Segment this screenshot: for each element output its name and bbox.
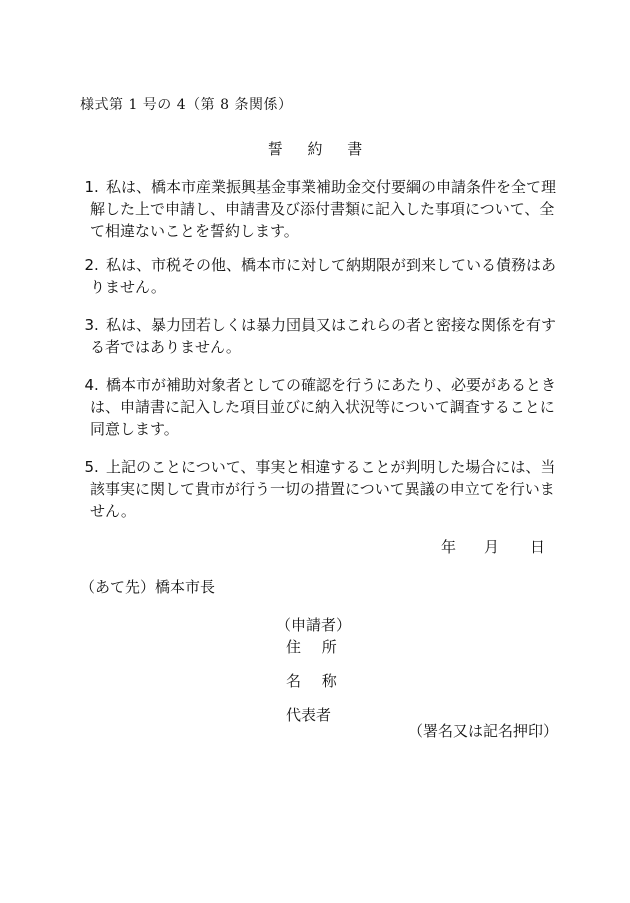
item-number: 3	[84, 316, 94, 334]
name-char: 称	[321, 672, 337, 690]
item-dot: .	[94, 376, 99, 394]
date-day: 日	[530, 538, 546, 556]
item-dot: .	[94, 316, 99, 334]
pledge-item-5	[80, 456, 556, 522]
date-month: 月	[484, 538, 500, 556]
pledge-item-3	[80, 314, 557, 358]
item-line: 私は、市税その他、橋本市に対して納期限が到来している債務はあ	[106, 256, 557, 274]
item-line: は、申請書に記入した項目並びに納入状況等について調査することに	[90, 398, 555, 416]
address-char: 住	[286, 638, 302, 656]
representative-label: 代表者	[286, 706, 332, 724]
item-number: 4	[84, 376, 94, 394]
item-line: 私は、暴力団若しくは暴力団員又はこれらの者と密接な関係を有す	[106, 316, 557, 334]
item-number: 5	[84, 458, 94, 476]
name-char: 名	[286, 672, 302, 690]
name-label	[286, 670, 337, 691]
address-char: 所	[321, 638, 337, 656]
form-number: 様式第 1 号の 4（第 8 条関係）	[80, 97, 293, 113]
title-char: 書	[347, 140, 363, 158]
item-dot: .	[94, 178, 99, 196]
date-year: 年	[441, 538, 457, 556]
applicant-label: （申請者）	[276, 616, 352, 634]
item-line: りません。	[90, 278, 166, 296]
item-line: る者ではありません。	[90, 338, 241, 356]
pledge-item-1	[80, 176, 557, 242]
title-char: 約	[307, 140, 323, 158]
item-line: 該事実に関して貴市が行う一切の措置について異議の申立てを行いま	[90, 480, 555, 498]
document-title	[0, 138, 630, 159]
item-line: 同意します。	[90, 420, 179, 438]
addressee: （あて先）橋本市長	[80, 578, 216, 596]
item-line: 上記のことについて、事実と相違することが判明した場合には、当	[106, 458, 556, 476]
item-line: せん。	[90, 502, 136, 520]
seal-note: （署名又は記名押印）	[408, 722, 559, 740]
item-dot: .	[94, 256, 99, 274]
item-dot: .	[94, 458, 99, 476]
item-number: 2	[84, 256, 94, 274]
item-line: 解した上で申請し、申請書及び添付書類に記入した事項について、全	[90, 200, 555, 218]
item-number: 1	[84, 178, 94, 196]
address-label	[286, 636, 337, 657]
item-line: 私は、橋本市産業振興基金事業補助金交付要綱の申請条件を全て理	[106, 178, 557, 196]
item-line: て相違ないことを誓約します。	[90, 222, 299, 240]
item-line: 橋本市が補助対象者としての確認を行うにあたり、必要があるとき	[106, 376, 557, 394]
title-char: 誓	[267, 140, 283, 158]
pledge-item-4	[80, 374, 557, 440]
pledge-item-2	[80, 254, 557, 298]
